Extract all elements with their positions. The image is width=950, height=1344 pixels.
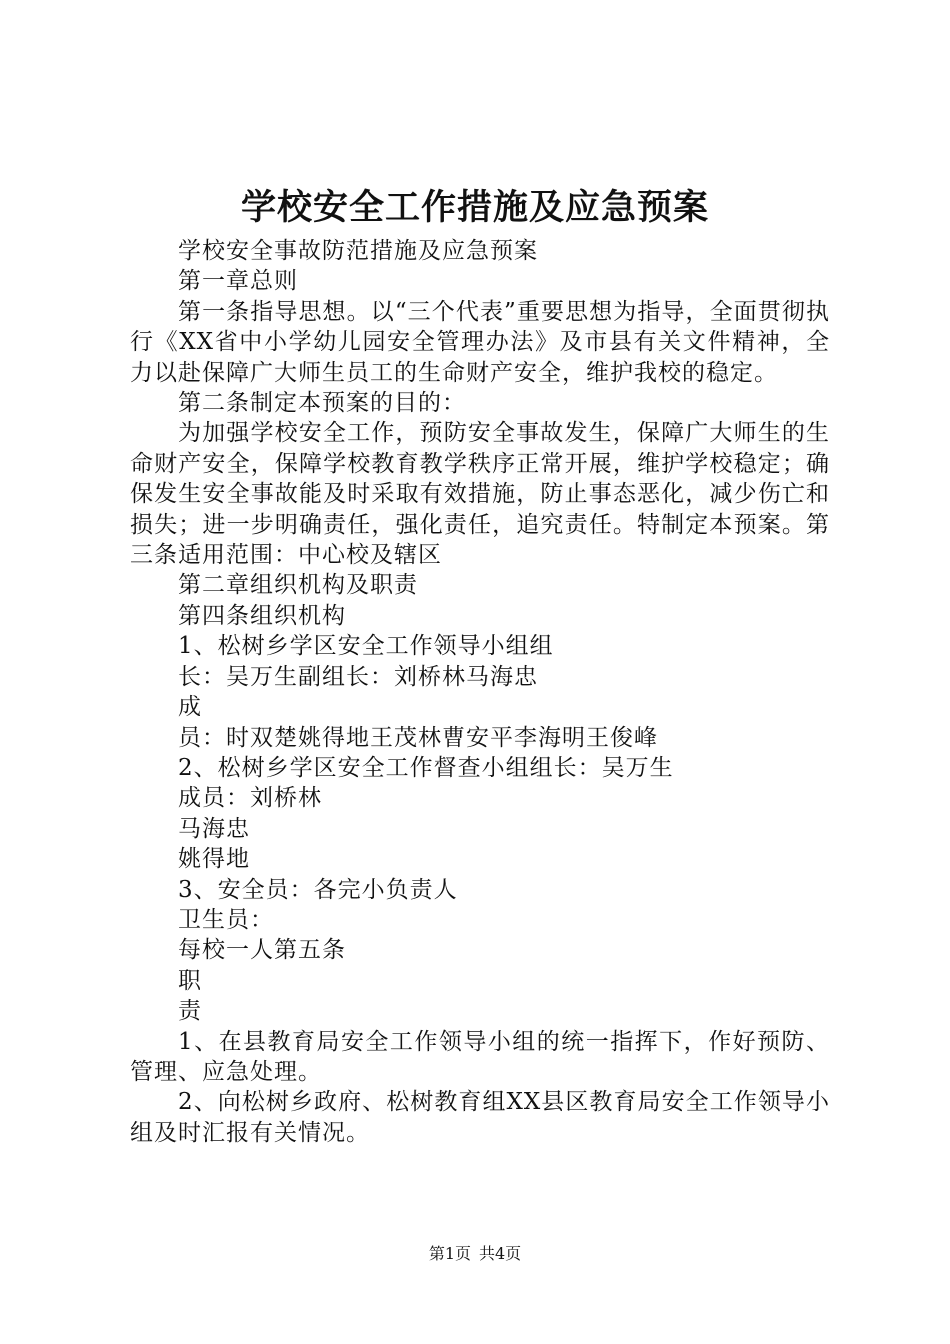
paragraph-article-2: 第二条制定本预案的目的： xyxy=(178,390,466,417)
paragraph-inspection-member-3: 姚得地 xyxy=(178,846,250,873)
paragraph-inspection-group: 2、松树乡学区安全工作督查小组组长：吴万生 xyxy=(178,754,674,781)
paragraph-duty-2: 2、向松树乡政府、松树教育组XX县区教育局安全工作领导小组及时汇报有关情况。 xyxy=(130,1089,830,1146)
document-title: 学校安全工作措施及应急预案 xyxy=(240,187,709,228)
paragraph-duty-char-1: 职 xyxy=(178,967,202,994)
paragraph-subtitle: 学校安全事故防范措施及应急预案 xyxy=(178,238,538,264)
page-number: 第1页 xyxy=(428,1244,471,1263)
paragraph-member-names: 员：时双楚姚得地王茂林曹安平李海明王俊峰 xyxy=(178,724,658,751)
paragraph-chapter-2: 第二章组织机构及职责 xyxy=(178,572,418,599)
page-footer xyxy=(0,1242,950,1266)
paragraph-inspection-member-1: 成员：刘桥林 xyxy=(178,785,322,812)
paragraph-article-5: 每校一人第五条 xyxy=(178,937,346,964)
paragraph-purpose: 为加强学校安全工作，预防安全事故发生，保障广大师生的生命财产安全，保障学校教育教学秩序正常开展，维护学校稳定；确保发生安全事故能及时采取有效措施，防止事态恶化，减少伤亡和损失；进一步明确责任，强化责任，追究责任。特制定本预案。第三条适用范围：中心校及辖区 xyxy=(130,420,830,569)
paragraph-article-1: 第一条指导思想。以“三个代表”重要思想为指导，全面贯彻执行《XX省中小学幼儿园安全管理办法》及市县有关文件精神，全力以赴保障广大师生员工的生命财产安全，维护我校的稳定。 xyxy=(130,298,830,386)
paragraph-health-officer: 卫生员： xyxy=(178,906,274,933)
paragraph-duty-1: 1、在县教育局安全工作领导小组的统一指挥下，作好预防、管理、应急处理。 xyxy=(130,1028,830,1085)
paragraph-member-label: 成 xyxy=(178,694,202,721)
paragraph-article-4: 第四条组织机构 xyxy=(178,602,346,629)
paragraph-chapter-1: 第一章总则 xyxy=(178,268,298,295)
paragraph-safety-officer: 3、安全员：各完小负责人 xyxy=(178,876,458,903)
paragraph-leader-names: 长：吴万生副组长：刘桥林马海忠 xyxy=(178,663,538,690)
paragraph-duty-char-2: 责 xyxy=(178,998,202,1025)
page-total: 共4页 xyxy=(479,1244,522,1263)
paragraph-leader-group: 1、松树乡学区安全工作领导小组组 xyxy=(178,633,554,660)
document-body xyxy=(130,236,830,1148)
paragraph-inspection-member-2: 马海忠 xyxy=(178,815,250,842)
